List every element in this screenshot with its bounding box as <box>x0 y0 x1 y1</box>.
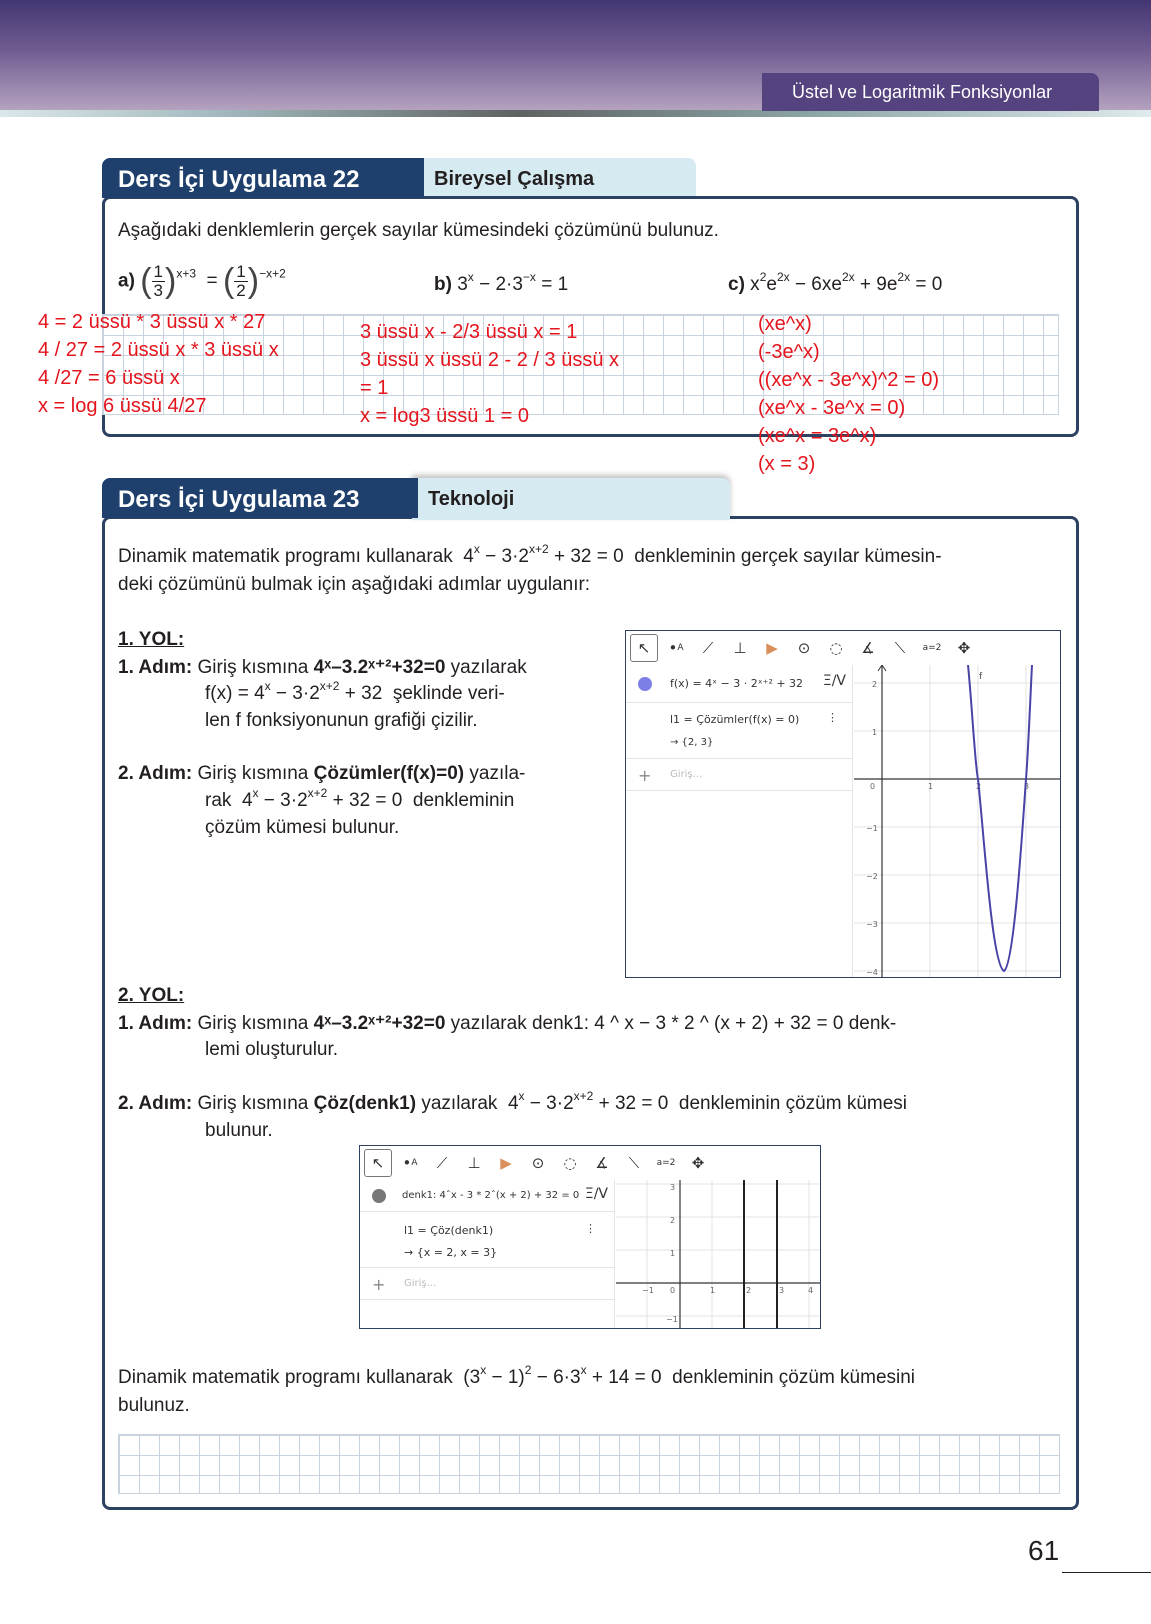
page-number-rule <box>1062 1572 1151 1573</box>
move-icon[interactable]: ↖ <box>364 1149 392 1177</box>
chapter-title: Üstel ve Logaritmik Fonksiyonlar <box>762 73 1099 111</box>
equation-c: c) $x^2e^{2x} - 6xe^{2x} + 9e^{2x} = 0$ <box>728 270 943 295</box>
hand-a-line: 4 /27 = 6 üssü x <box>38 367 180 389</box>
svg-text:0: 0 <box>870 782 876 791</box>
visibility-dot[interactable] <box>638 677 652 691</box>
svg-text:4: 4 <box>808 1286 814 1295</box>
perpendicular-icon[interactable]: ⊥ <box>467 1154 481 1172</box>
yol1-step2: 2. Adım: Giriş kısmına Çözümler(f(x)=0) yazıla- <box>118 763 526 784</box>
activity23-intro-line2: deki çözümünü bulmak için aşağıdaki adımlar uygulanır: <box>118 574 591 595</box>
algebra-row-f[interactable]: f(x) = 4ˣ − 3 · 2ˣ⁺² + 32 Ξ∕V <box>626 665 852 703</box>
svg-text:2: 2 <box>872 680 878 689</box>
algebra-input-row[interactable] <box>360 1268 614 1300</box>
handwritten-b <box>360 318 619 430</box>
visibility-dot[interactable] <box>372 1189 386 1203</box>
move-view-icon[interactable]: ✥ <box>957 639 971 657</box>
input-placeholder[interactable]: Giriş... <box>404 1278 437 1289</box>
algebra-row-l1[interactable]: l1 = Çöz(denk1) → {x = 2, x = 3} ⋮ <box>360 1212 614 1268</box>
geogebra-toolbar <box>360 1146 820 1180</box>
yol1-step1: 1. Adım: Giriş kısmına 4ˣ–3.2ˣ⁺²+32=0 yazılarak <box>118 657 527 678</box>
hand-b-line: 3 üssü x - 2/3 üssü x = 1 <box>360 321 578 343</box>
svg-text:−4: −4 <box>866 968 878 977</box>
circle-center-icon[interactable]: ⊙ <box>531 1154 545 1172</box>
yol2-step1-cont: lemi oluşturulur. <box>205 1039 339 1060</box>
header-stripe <box>0 110 1151 117</box>
perpendicular-icon[interactable]: ⊥ <box>733 639 747 657</box>
point-icon[interactable]: • A <box>668 639 684 657</box>
svg-text:1: 1 <box>670 1249 676 1258</box>
hand-c-line: (xe^x = 3e^x) <box>758 425 877 447</box>
function-graph <box>854 665 1061 978</box>
svg-text:−1: −1 <box>866 824 878 833</box>
svg-text:3: 3 <box>1024 782 1030 791</box>
svg-text:3: 3 <box>670 1183 676 1192</box>
hand-c-line: (xe^x - 3e^x = 0) <box>758 397 906 419</box>
activity22-title: Ders İçi Uygulama 22 <box>102 158 424 198</box>
svg-text:1: 1 <box>872 728 878 737</box>
slider-icon[interactable]: a=2 <box>656 1158 676 1168</box>
yol1-step1-formula: $f(x) = 4^x - 3\cdot 2^{x+2} + 32$ şeklinde veri- <box>205 679 505 704</box>
hand-a-line: x = log 6 üssü 4/27 <box>38 395 207 417</box>
svg-text:2: 2 <box>746 1286 752 1295</box>
input-placeholder[interactable]: Giriş... <box>670 769 703 780</box>
activity22-subtitle: Bireysel Çalışma <box>418 158 696 196</box>
handwritten-a <box>38 308 279 420</box>
svg-text:1: 1 <box>928 782 934 791</box>
hand-c-line: (x = 3) <box>758 453 816 475</box>
yol1-step1-cont: len f fonksiyonunun grafiği çizilir. <box>205 710 478 731</box>
label-c: c) <box>728 274 745 295</box>
svg-text:0: 0 <box>670 1286 676 1295</box>
line-icon[interactable]: ⟋ <box>702 639 714 657</box>
hand-b-line: = 1 <box>360 377 389 399</box>
hand-b-line: x = log3 üssü 1 = 0 <box>360 405 530 427</box>
yol2-step2-cont: bulunur. <box>205 1120 273 1141</box>
yol2-step2: 2. Adım: Giriş kısmına Çöz(denk1) yazılarak $4^x - 3\cdot 2^{x+2} + 32 = 0$ denkleminin çözüm kümesi <box>118 1089 907 1114</box>
yol1-step2-formula: rak $4^x - 3\cdot 2^{x+2} + 32 = 0$ denkleminin <box>205 786 515 811</box>
exercise-line2: bulunuz. <box>118 1395 190 1416</box>
geogebra-toolbar <box>626 631 1060 665</box>
hand-a-line: 4 = 2 üssü * 3 üssü x * 27 <box>38 311 266 333</box>
handwritten-c <box>758 310 939 478</box>
slider-icon[interactable]: a=2 <box>922 643 942 653</box>
answer-grid[interactable] <box>118 1434 1060 1494</box>
plus-icon[interactable]: + <box>372 1275 386 1294</box>
hand-c-line: (-3e^x) <box>758 341 820 363</box>
circle-3points-icon[interactable]: ◌ <box>829 639 843 657</box>
equation-a: a) ( $\frac{1}{3}$ )$^{x+3}$ = ( $\frac{1}{2}$ )$^{-x+2}$ <box>118 262 286 300</box>
reflect-icon[interactable]: ⟍ <box>894 639 906 657</box>
page-number: 61 <box>1028 1535 1060 1566</box>
activity23-intro-line1: Dinamik matematik programı kullanarak $4^x - 3\cdot 2^{x+2} + 32 = 0$ denkleminin gerçek sayılar kümesin- <box>118 542 942 567</box>
svg-text:2: 2 <box>670 1216 676 1225</box>
svg-text:−3: −3 <box>866 920 878 929</box>
label-a: a) <box>118 270 135 292</box>
label-b: b) <box>434 274 452 295</box>
yol2-step1: 1. Adım: Giriş kısmına 4ˣ–3.2ˣ⁺²+32=0 yazılarak denk1: 4 ^ x − 3 * 2 ^ (x + 2) + 32 = 0 denk- <box>118 1013 897 1034</box>
yol1-step2-cont: çözüm kümesi bulunur. <box>205 817 400 838</box>
algebra-row-denk1[interactable]: denk1: 4ˆx - 3 * 2ˆ(x + 2) + 32 = 0 Ξ∕V <box>360 1180 614 1212</box>
algebra-input-row[interactable] <box>626 759 852 791</box>
hand-c-line: ((xe^x - 3e^x)^2 = 0) <box>758 369 939 391</box>
hand-a-line: 4 / 27 = 2 üssü x * 3 üssü x <box>38 339 279 361</box>
line-icon[interactable]: ⟋ <box>436 1154 448 1172</box>
graphics-view[interactable] <box>854 665 1061 978</box>
activity22-instruction: Aşağıdaki denklemlerin gerçek sayılar kümesindeki çözümünü bulunuz. <box>118 220 719 241</box>
solution-graph <box>616 1180 821 1329</box>
angle-icon[interactable]: ∡ <box>595 1154 609 1172</box>
algebra-toggle-icon[interactable]: Ξ∕V <box>584 1186 608 1202</box>
more-options-icon[interactable]: ⋮ <box>585 1222 596 1235</box>
activity23-title: Ders İçi Uygulama 23 <box>102 478 418 518</box>
polygon-icon[interactable]: ▶ <box>500 1154 512 1172</box>
hand-c-line: (xe^x) <box>758 313 812 335</box>
svg-text:f: f <box>979 672 983 682</box>
algebra-view <box>360 1180 615 1329</box>
svg-text:−1: −1 <box>666 1315 678 1324</box>
svg-text:−1: −1 <box>642 1286 654 1295</box>
activity23-subtitle: Teknoloji <box>412 478 730 520</box>
svg-text:1: 1 <box>710 1286 716 1295</box>
geogebra-window-1[interactable] <box>625 630 1061 978</box>
reflect-icon[interactable]: ⟍ <box>628 1154 640 1172</box>
svg-text:3: 3 <box>779 1286 785 1295</box>
circle-3points-icon[interactable]: ◌ <box>563 1154 577 1172</box>
point-icon[interactable]: • A <box>402 1154 418 1172</box>
more-options-icon[interactable]: ⋮ <box>827 711 838 724</box>
graphics-view[interactable] <box>616 1180 821 1329</box>
polygon-icon[interactable]: ▶ <box>766 639 778 657</box>
plus-icon[interactable]: + <box>638 766 652 785</box>
circle-center-icon[interactable]: ⊙ <box>797 639 811 657</box>
move-icon[interactable]: ↖ <box>630 634 658 662</box>
angle-icon[interactable]: ∡ <box>861 639 875 657</box>
yol1-heading: 1. YOL: <box>118 629 185 650</box>
svg-text:−2: −2 <box>866 872 878 881</box>
yol2-heading: 2. YOL: <box>118 985 185 1006</box>
geogebra-window-2[interactable] <box>359 1145 821 1329</box>
algebra-toggle-icon[interactable]: Ξ∕V <box>822 673 846 689</box>
exercise-line1: Dinamik matematik programı kullanarak $(3^x - 1)^2 - 6\cdot 3^x + 14 = 0$ denkleminin çözüm kümesini <box>118 1363 916 1388</box>
algebra-row-l1[interactable]: l1 = Çözümler(f(x) = 0) → {2, 3} ⋮ <box>626 703 852 759</box>
algebra-view <box>626 665 853 978</box>
svg-text:2: 2 <box>976 782 982 791</box>
move-view-icon[interactable]: ✥ <box>691 1154 705 1172</box>
equation-b: b) $3^x - 2\cdot 3^{-x} = 1$ <box>434 270 569 295</box>
hand-b-line: 3 üssü x üssü 2 - 2 / 3 üssü x <box>360 349 620 371</box>
